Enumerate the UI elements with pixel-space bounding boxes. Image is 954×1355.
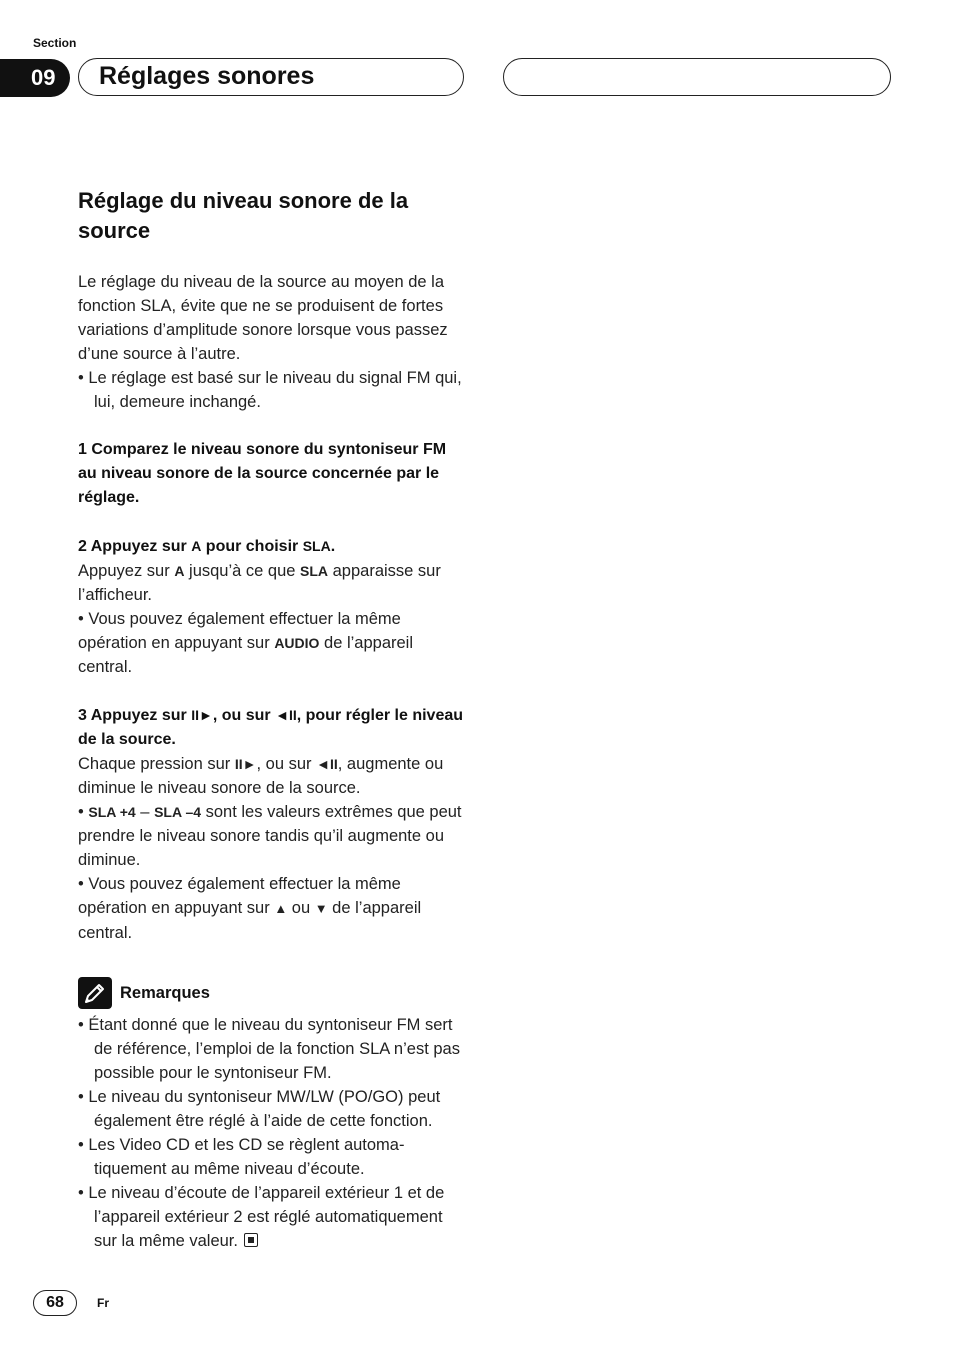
section-number-tab: 09 [0,59,70,97]
next-key-icon: II► [234,756,257,772]
language-code: Fr [97,1296,109,1310]
step-3-body-text: , ou sur [256,755,317,773]
step-3-body [78,752,468,800]
step-3-bullet-2-text: Vous pouvez également effectuer la même opération en appuyant sur [78,875,401,917]
step-2-bullet-text: de l’appareil central. [78,634,413,676]
up-arrow-icon: ▲ [274,901,288,916]
note-item: • Les Video CD et les CD se règlent automa-tiquement au même niveau d’écoute. [78,1136,405,1178]
note-item: • Le niveau du syntoniseur MW/LW (PO/GO) peut également être réglé à l’aide de cette fonction. [78,1088,441,1130]
main-column [78,186,468,1253]
intro-bullet: • Le réglage est basé sur le niveau du signal FM qui, lui, demeure inchangé. [78,369,462,411]
note-text: Le niveau du syntoniseur MW/LW (PO/GO) peut également être réglé à l’aide de cette fonction. [88,1088,441,1130]
note-text: Étant donné que le niveau du syntoniseur FM sert de référence, l’emploi de la fonction SLA n’est pas possible pour le syntoniseur FM. [88,1016,460,1082]
range-dash: – [135,803,155,821]
step-2-text: pour choisir [201,538,303,555]
next-key-icon: II► [191,707,213,723]
key-a: A [191,538,202,554]
sla-min-value: SLA –4 [154,804,202,820]
step-2-text: . [330,538,336,555]
sla-max-value: SLA +4 [88,804,136,820]
notes-header [78,977,468,1009]
step-3-bullet-2-text: ou [287,899,315,917]
key-sla: SLA [300,563,329,579]
prev-key-icon: ◄II [275,707,297,723]
page-heading: Réglage du niveau sonore de la source [78,188,409,243]
notes-list [78,1013,468,1253]
note-item: • Étant donné que le niveau du syntoniseur FM sert de référence, l’emploi de la fonction SLA n’est pas possible pour le syntoniseur FM. [78,1016,460,1082]
end-mark-icon [244,1233,258,1247]
step-2-bullet: • Vous pouvez également effectuer la même opération en appuyant sur AUDIO de l’appareil central. [78,610,413,676]
key-a: A [174,563,185,579]
key-sla: SLA [302,538,331,554]
step-2-body-text: jusqu’à ce que [184,562,301,580]
intro-bullet-text: Le réglage est basé sur le niveau du signal FM qui, lui, demeure inchangé. [88,369,462,411]
step-3-body-text: , augmente ou diminue le niveau sonore de la source. [78,755,444,797]
step-2-body-text: apparaisse sur l’afficheur. [78,562,441,604]
pencil-icon [78,977,112,1009]
empty-header-box [503,58,891,96]
intro-paragraph: Le réglage du niveau de la source au moyen de la fonction SLA, évite que ne se produisent de fortes variations d’amplitude sonore lorsque vous passez d’une source à l’autre. [78,273,448,363]
key-audio: AUDIO [274,635,320,651]
note-text: Les Video CD et les CD se règlent automa-tiquement au même niveau d’écoute. [88,1136,405,1178]
step-3-bullet-2: • Vous pouvez également effectuer la même opération en appuyant sur ▲ ou ▼ de l’appareil central. [78,875,422,942]
step-3-body-text: Chaque pression sur [78,755,235,773]
page-number: 68 [33,1290,77,1316]
note-text: Le niveau d’écoute de l’appareil extérieur 1 et de l’appareil extérieur 2 est réglé automatiquement sur la même valeur. [88,1184,445,1250]
note-item: • Le niveau d’écoute de l’appareil extérieur 1 et de l’appareil extérieur 2 est réglé automatiquement sur la même valeur. [78,1184,445,1250]
step-3-text: , ou sur [212,707,276,724]
notes-title: Remarques [120,983,210,1002]
step-3-bullet-2-text: de l’appareil central. [78,899,422,942]
prev-key-icon: ◄II [316,756,338,772]
step-3-text: , pour régler le niveau de la source. [78,707,464,748]
step-3-text: 3 Appuyez sur [78,707,192,724]
step-2-bullet-text: Vous pouvez également effectuer la même opération en appuyant sur [78,610,401,652]
down-arrow-icon: ▼ [314,901,328,916]
step-3 [78,703,468,752]
step-2-body [78,559,468,607]
step-2 [78,534,468,559]
section-title: Réglages sonores [78,58,464,96]
step-3-bullet-1-text: sont les valeurs extrêmes que peut prendre le niveau sonore tandis qu’il augmente ou diminue. [78,803,462,869]
step-2-body-text: Appuyez sur [78,562,175,580]
step-3-bullet-1: • SLA +4 – SLA –4 sont les valeurs extrêmes que peut prendre le niveau sonore tandis qu’il augmente ou diminue. [78,803,462,869]
section-label: Section [33,36,77,50]
step-2-text: 2 Appuyez sur [78,538,192,555]
step-1: 1 Comparez le niveau sonore du syntoniseur FM au niveau sonore de la source concernée par le réglage. [78,441,447,506]
